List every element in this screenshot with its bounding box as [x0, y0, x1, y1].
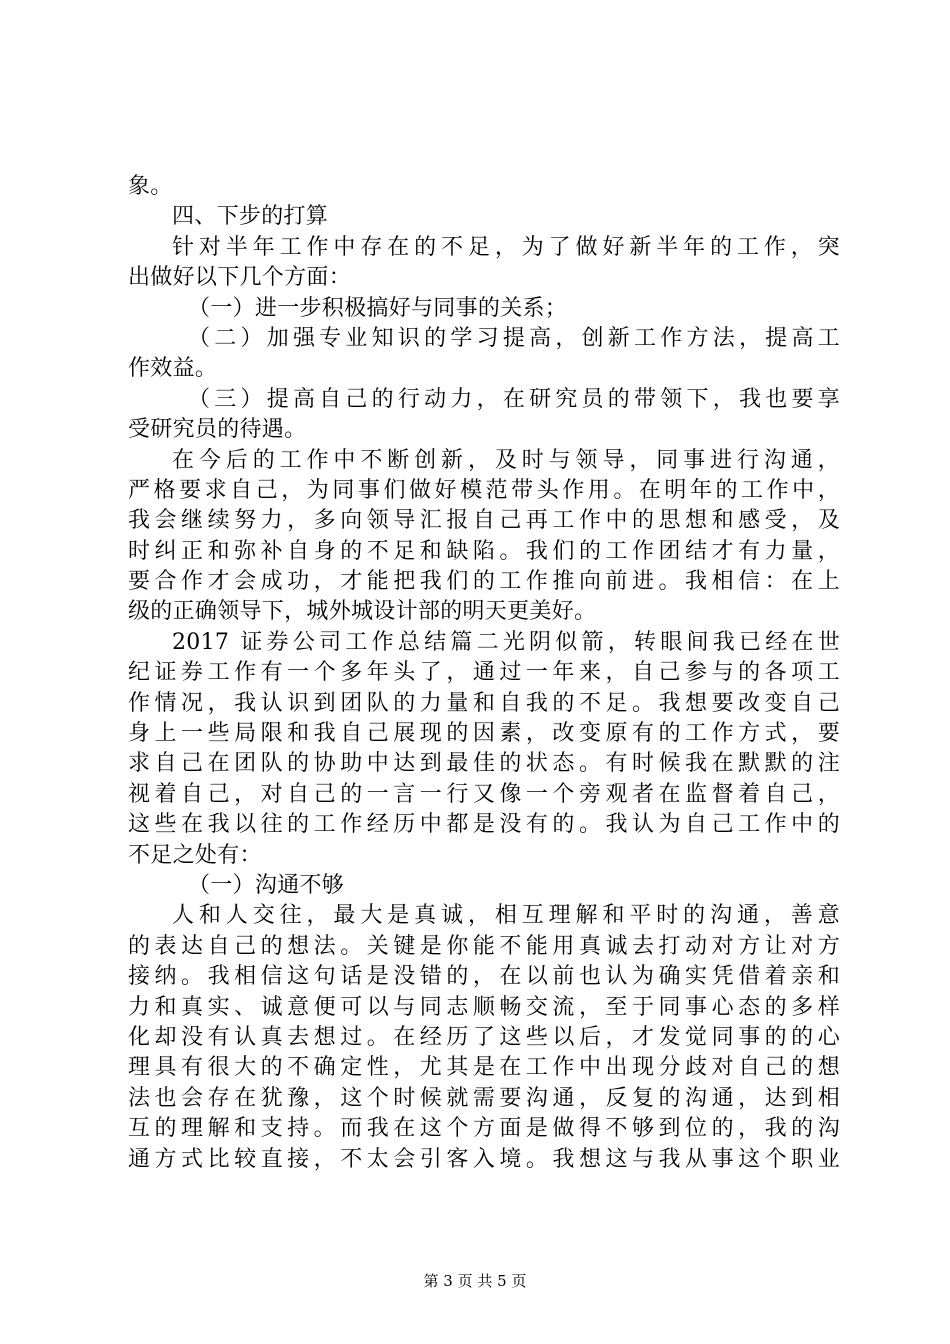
text-line: 出做好以下几个方面：: [128, 265, 352, 291]
text-line: 纪证券工作有一个多年头了，通过一年来，自己参与的各项工: [128, 660, 840, 686]
text-line: 这些在我以往的工作经历中都是没有的。我认为自己工作中的: [128, 812, 840, 838]
text-line: 在今后的工作中不断创新，及时与领导，同事进行沟通，: [172, 447, 840, 473]
text-line: 视着自己，对自己的一言一行又像一个旁观者在监督着自己，: [128, 781, 840, 807]
text-line: 法也会存在犹豫，这个时候就需要沟通，反复的沟通，达到相: [128, 1085, 840, 1111]
text-line: 互的理解和支持。而我在这个方面是做得不够到位的，我的沟: [128, 1116, 840, 1142]
text-line: 要合作才会成功，才能把我们的工作推向前进。我相信：在上: [128, 569, 840, 595]
page-footer: 第 3 页 共 5 页: [423, 1272, 527, 1290]
text-line: （三）提高自己的行动力，在研究员的带领下，我也要享: [188, 386, 840, 412]
text-line: 级的正确领导下，城外城设计部的明天更美好。: [128, 599, 597, 625]
text-line: 通方式比较直接，不太会引客入境。我想这与我从事这个职业: [128, 1146, 840, 1172]
text-line: （一）进一步积极搞好与同事的关系；: [188, 295, 568, 321]
text-line: 作情况，我认识到团队的力量和自我的不足。我想要改变自己: [128, 690, 840, 716]
text-line: 理具有很大的不确定性，尤其是在工作中出现分歧对自己的想: [128, 1055, 840, 1081]
text-line: 接纳。我相信这句话是没错的，在以前也认为确实凭借着亲和: [128, 964, 840, 990]
text-line: 的表达自己的想法。关键是你能不能用真诚去打动对方让对方: [128, 933, 840, 959]
text-line: 求自己在团队的协助中达到最佳的状态。有时候我在默默的注: [128, 751, 840, 777]
text-line: 象。: [128, 174, 173, 199]
text-line: 人和人交往，最大是真诚，相互理解和平时的沟通，善意: [172, 903, 840, 929]
text-line: 针对半年工作中存在的不足，为了做好新半年的工作，突: [172, 234, 840, 260]
text-line: 力和真实、诚意便可以与同志顺畅交流，至于同事心态的多样: [128, 994, 840, 1020]
text-line: （二）加强专业知识的学习提高，创新工作方法，提高工: [188, 325, 840, 351]
text-line: 时纠正和弥补自身的不足和缺陷。我们的工作团结才有力量，: [128, 538, 840, 564]
text-line: 化却没有认真去想过。在经历了这些以后，才发觉同事的的心: [128, 1024, 840, 1050]
text-line: 受研究员的待遇。: [128, 417, 307, 443]
text-line: （一）沟通不够: [188, 872, 345, 898]
text-line: 作效益。: [128, 356, 218, 382]
text-line: 2017 证券公司工作总结篇二光阴似箭，转眼间我已经在世: [172, 629, 840, 655]
text-line: 不足之处有：: [128, 842, 262, 868]
text-line: 四、下步的打算: [172, 204, 329, 230]
text-line: 严格要求自己，为同事们做好模范带头作用。在明年的工作中，: [128, 477, 840, 503]
text-line: 身上一些局限和我自己展现的因素，改变原有的工作方式，要: [128, 721, 840, 747]
text-line: 我会继续努力，多向领导汇报自己再工作中的思想和感受，及: [128, 508, 840, 534]
document-body: [128, 172, 840, 1175]
